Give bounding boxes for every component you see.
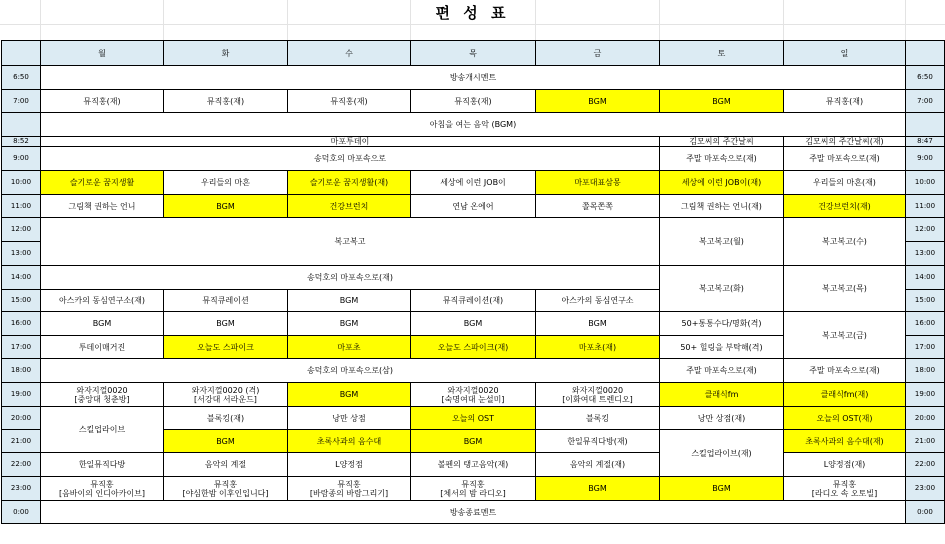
time-label: 9:00 [906,147,945,171]
program-cell [536,383,660,407]
program-cell: 주말 마포속으로(재) [660,147,784,171]
program-cell [41,477,164,501]
program-cell: 김모씨의 주간날씨 [660,137,784,147]
program-title: 와자지껄0020 [571,385,624,395]
day-header: 화 [164,41,288,66]
program-cell: 뮤직홍(재) [784,90,906,113]
time-label: 12:00 [2,218,41,242]
program-title: 와자지껄0020 (격) [191,385,260,395]
time-label: 19:00 [2,383,41,407]
program-cell: 우리들의 마흔(재) [784,171,906,195]
program-cell: 한일뮤직다방 [41,453,164,477]
time-label: 20:00 [2,407,41,430]
time-label: 6:50 [2,66,41,90]
page-title: 편 성 표 [435,4,510,22]
program-cell: 복고복고(월) [660,218,784,266]
program-subtitle: [서강대 서라운드] [194,394,257,404]
day-header: 목 [411,41,536,66]
time-label: 16:00 [906,312,945,336]
time-label: 17:00 [906,336,945,359]
program-cell: 클래식fm(재) [784,383,906,407]
program-cell: BGM [164,430,288,453]
program-cell: 한일뮤직다방(재) [536,430,660,453]
time-label: 0:00 [906,501,945,524]
program-cell [411,383,536,407]
program-subtitle: [바람종의 바람그리기] [309,488,389,498]
program-cell: 복고복고 [41,218,660,266]
program-title: 와자지껄0020 [76,385,128,395]
program-cell: 마포초 [288,336,411,359]
program-cell: 복고복고(금) [784,312,906,359]
program-cell: 주말 마포속으로(재) [784,147,906,171]
program-cell: L양정점 [288,453,411,477]
program-cell: 주말 마포속으로(재) [660,359,784,383]
day-header: 월 [41,41,164,66]
program-cell: 복고복고(목) [784,266,906,312]
program-title: 뮤직홍 [832,479,857,489]
program-subtitle: [중앙대 청춘방] [74,394,130,404]
program-cell: 김모씨의 주간날씨(재) [784,137,906,147]
program-cell: BGM [288,312,411,336]
program-cell: 음악의 계절(재) [536,453,660,477]
time-label: 12:00 [906,218,945,242]
program-cell: L양정점(재) [784,453,906,477]
corner-cell [2,41,41,66]
time-label: 20:00 [906,407,945,430]
program-cell: BGM [288,290,411,312]
program-cell: 쫄목쫀쪽 [536,195,660,218]
program-cell: 투데이매거진 [41,336,164,359]
program-subtitle: [야심한밤 이후인입니다] [182,488,269,498]
program-cell: 뮤직큐레이션 [164,290,288,312]
program-subtitle: [숙명여대 눈설미] [441,394,505,404]
program-cell: 송덕호의 마포속으로(재) [41,266,660,290]
program-subtitle: [라디오 속 오토빌] [811,488,878,498]
program-cell: 그림책 권하는 언니 [41,195,164,218]
time-label: 21:00 [2,430,41,453]
program-cell: 초록사과의 음수대 [288,430,411,453]
program-cell: 아스카의 동심연구소 [536,290,660,312]
time-label: 13:00 [906,242,945,266]
program-cell: BGM [660,477,784,501]
program-cell: BGM [536,312,660,336]
program-cell: 낭만 상점(재) [660,407,784,430]
time-label: 15:00 [906,290,945,312]
program-title: 뮤직홍 [90,479,114,489]
program-cell: BGM [41,312,164,336]
program-cell: 스킬업라이브 [41,407,164,453]
program-cell [164,383,288,407]
program-cell: 방송개시멘트 [41,66,906,90]
program-cell: BGM [164,195,288,218]
program-cell: 세상에 이런 JOB이 [411,171,536,195]
program-cell: 뮤직홍(재) [164,90,288,113]
program-cell: 세상에 이런 JOB이(재) [660,171,784,195]
day-header: 일 [784,41,906,66]
program-cell: 뮤직홍(재) [288,90,411,113]
program-title: 뮤직홍 [461,479,485,489]
time-label: 8:52 [2,137,41,147]
day-header-row [2,41,945,66]
program-cell: BGM [411,312,536,336]
time-label: 14:00 [2,266,41,290]
program-cell: BGM [536,477,660,501]
program-subtitle: [이화여대 트렌디오] [562,394,633,404]
time-label: 9:00 [2,147,41,171]
time-label: 7:00 [906,90,945,113]
program-cell [288,477,411,501]
time-label: 7:00 [2,90,41,113]
program-cell: 음악의 계절 [164,453,288,477]
program-cell: 스킬업라이브(재) [660,430,784,477]
program-cell: 그림책 권하는 언니(재) [660,195,784,218]
program-cell: 복고복고(수) [784,218,906,266]
time-label: 13:00 [2,242,41,266]
time-label: 21:00 [906,430,945,453]
program-cell: 50+통통수다/명화(격) [660,312,784,336]
program-cell: 클래식fm [660,383,784,407]
program-cell: 오늘의 OST [411,407,536,430]
time-label: 23:00 [906,477,945,501]
time-label: 6:50 [906,66,945,90]
time-label: 22:00 [2,453,41,477]
program-cell: 마포대표삼몽 [536,171,660,195]
program-cell: 슬기로운 꿈지생활(재) [288,171,411,195]
program-cell: 건강브런치(재) [784,195,906,218]
day-header: 금 [536,41,660,66]
program-cell: 슬기로운 꿈지생활 [41,171,164,195]
program-cell: BGM [164,312,288,336]
program-cell [411,477,536,501]
day-header: 토 [660,41,784,66]
program-cell [41,383,164,407]
program-subtitle: [음바이의 인디아카이브] [58,488,146,498]
time-label: 19:00 [906,383,945,407]
program-cell: BGM [411,430,536,453]
program-cell [164,477,288,501]
program-cell: 블록킹 [536,407,660,430]
program-cell: 송덕호의 마포속으로 [41,147,660,171]
program-cell: BGM [288,383,411,407]
schedule-table [1,40,945,524]
program-cell: 블록킹(재) [164,407,288,430]
program-cell: 주말 마포속으로(재) [784,359,906,383]
program-cell: BGM [536,90,660,113]
time-label: 16:00 [2,312,41,336]
program-cell: 뮤직큐레이션(재) [411,290,536,312]
time-label: 0:00 [2,501,41,524]
program-cell: 마포초(재) [536,336,660,359]
time-label: 23:00 [2,477,41,501]
time-label: 15:00 [2,290,41,312]
program-cell: 송덕호의 마포속으로(삼) [41,359,660,383]
time-label: 17:00 [2,336,41,359]
program-cell: 아침을 여는 음악 (BGM) [41,113,906,137]
program-cell: 뮤직홍(재) [411,90,536,113]
program-cell: BGM [660,90,784,113]
time-label: 10:00 [906,171,945,195]
program-subtitle: [체서의 밤 라디오] [440,488,506,498]
program-cell: 오늘도 스파이크 [164,336,288,359]
program-cell: 복고복고(화) [660,266,784,312]
time-label: 18:00 [906,359,945,383]
day-header: 수 [288,41,411,66]
time-label: 10:00 [2,171,41,195]
time-label: 18:00 [2,359,41,383]
program-cell: 오늘도 스파이크(재) [411,336,536,359]
program-cell: 마포투데이 [41,137,660,147]
time-label: 8:47 [906,137,945,147]
program-title: 뮤직홍 [337,479,361,489]
time-label: 11:00 [906,195,945,218]
program-cell: 볼펜의 탱고음악(재) [411,453,536,477]
program-cell: 50+ 힐링을 부탁해(격) [660,336,784,359]
time-label: 14:00 [906,266,945,290]
program-cell: 아스카의 동심연구소(재) [41,290,164,312]
program-cell: 뮤직홍(재) [41,90,164,113]
program-cell: 오늘의 OST(재) [784,407,906,430]
time-label: 11:00 [2,195,41,218]
program-cell: 초록사과의 음수대(재) [784,430,906,453]
program-title: 와자지껄0020 [447,385,499,395]
program-cell: 방송종료멘트 [41,501,906,524]
program-title: 뮤직홍 [213,479,238,489]
time-label: 22:00 [906,453,945,477]
program-cell: 우리들의 마흔 [164,171,288,195]
program-cell [784,477,906,501]
program-cell: 건강브런치 [288,195,411,218]
program-cell: 연남 온에어 [411,195,536,218]
time-label [2,113,41,137]
program-cell: 낭만 상점 [288,407,411,430]
time-label [906,113,945,137]
corner-cell [906,41,945,66]
